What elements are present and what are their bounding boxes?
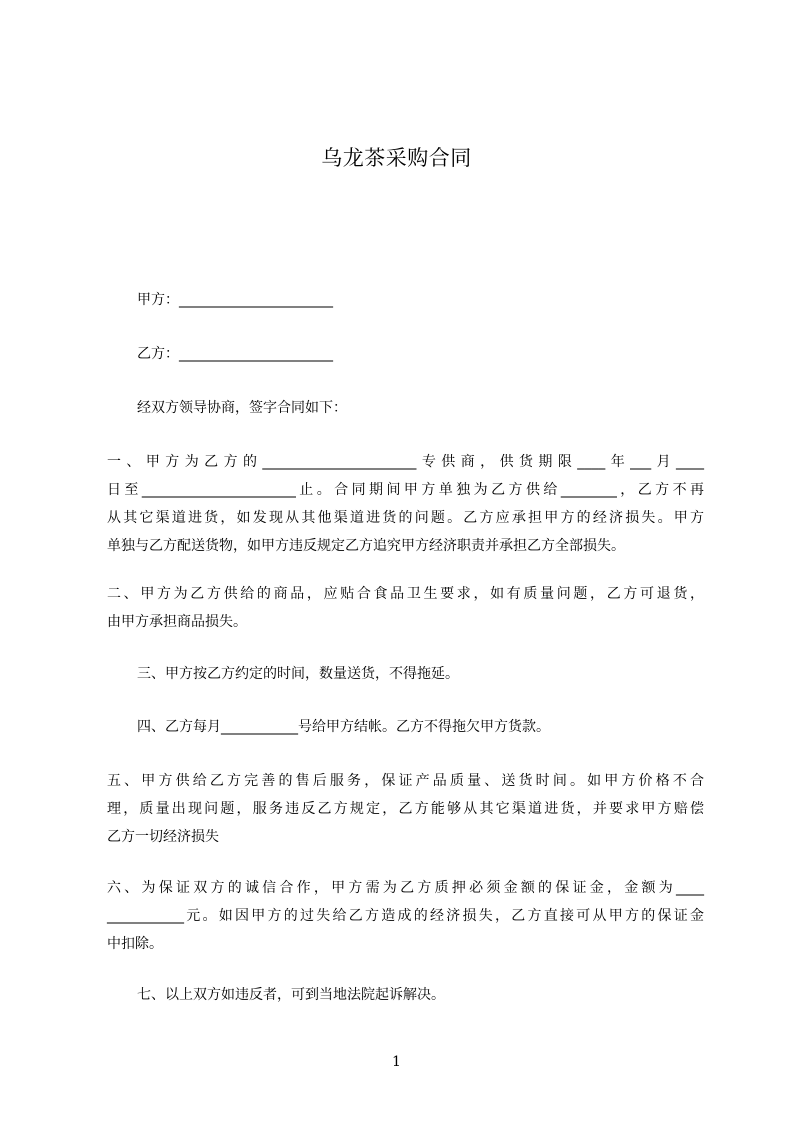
clause-6-line: 中扣除。 xyxy=(107,936,163,952)
clause-3: 三、甲方按乙方约定的时间，数量送货，不得拖延。 xyxy=(137,666,459,682)
clause-5-line: 五、甲方供给乙方完善的售后服务，保证产品质量、送货时间。如甲方价格不合 xyxy=(107,773,704,789)
clause-1-line: 从其它渠道进货，如发现从其他渠道进货的问题。乙方应承担甲方的经济损失。甲方 xyxy=(107,510,704,526)
clause-5-line: 理，质量出现问题，服务违反乙方规定，乙方能够从其它渠道进货，并要求甲方赔偿 xyxy=(107,801,704,817)
clause-5-line: 乙方一切经济损失 xyxy=(107,829,219,845)
clause-2-line: 二、甲方为乙方供给的商品，应贴合食品卫生要求，如有质量问题，乙方可退货， xyxy=(107,586,704,602)
party-b-line: 乙方：______________________ xyxy=(137,346,333,362)
clause-4: 四、乙方每月___________号给甲方结帐。乙方不得拖欠甲方货款。 xyxy=(137,719,550,735)
clause-1-line: 一、甲方为乙方的______________________专供商，供货期限____年___月____ xyxy=(107,454,704,470)
clause-2-line: 由甲方承担商品损失。 xyxy=(107,614,247,630)
clause-6-line: 六、为保证双方的诚信合作，甲方需为乙方质押必须金额的保证金，金额为____ xyxy=(107,880,704,896)
document-title: 乌龙茶采购合同 xyxy=(321,146,472,170)
clause-5 xyxy=(107,767,704,851)
clause-1 xyxy=(107,448,704,560)
clause-1-line: 单独与乙方配送货物，如甲方违反规定乙方追究甲方经济职责并承担乙方全部损失。 xyxy=(107,538,625,554)
clause-1-line: 日至______________________止。合同期间甲方单独为乙方供给________，乙方不再 xyxy=(107,482,704,498)
clause-7: 七、以上双方如违反者，可到当地法院起诉解决。 xyxy=(137,987,445,1003)
intro-text: 经双方领导协商，签字合同如下： xyxy=(137,400,347,416)
clause-6 xyxy=(107,874,704,958)
clause-2 xyxy=(107,580,704,636)
clause-6-line: ___________元。如因甲方的过失给乙方造成的经济损失，乙方直接可从甲方的保证金 xyxy=(107,908,704,924)
party-a-line: 甲方：______________________ xyxy=(137,292,333,308)
page-number: 1 xyxy=(392,1054,401,1070)
